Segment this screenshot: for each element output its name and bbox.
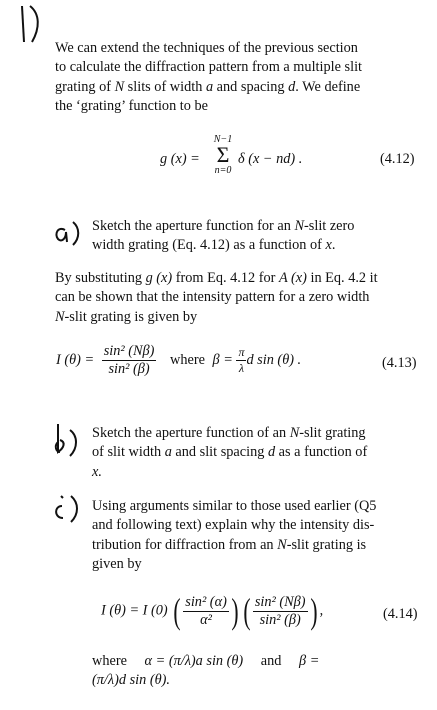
intro-line-3: grating of N slits of width a and spacing d. We define [55,78,361,95]
handwritten-page-number [14,2,42,53]
handwritten-mark-c [50,492,82,531]
handwritten-mark-b [50,420,82,465]
intro-line-1: We can extend the techniques of the previous section [55,40,358,56]
eq-4-13: I (θ) = $\frac{\text{sin² (Nβ)}}{\text{sin² (β)}}$ where β = $\frac{\pi}{\lambda}$ d sin (θ) . [56,343,302,377]
eq-4-13-number: (4.13) [382,355,417,371]
question-c: Using arguments similar to those used earlier (Q5 and following text) explain why the intensity dis- tribution for diffraction from an N-slit grating is given by [92,498,377,573]
intro-line-2: to calculate the diffraction pattern from a multiple slit [55,59,363,76]
eq-4-12-sum: N−1 Σ n=0 [213,134,233,176]
definitions: where α = (π/λ)a sin (θ) and β = (π/λ)d sin (θ). [92,653,320,689]
eq-4-12-number: (4.12) [380,151,415,167]
eq-4-14-number: (4.14) [383,606,418,622]
handwritten-mark-a [52,218,84,253]
question-a: Sketch the aperture function for an N-slit zero width grating (Eq. 4.12) as a function of x. [92,218,355,254]
eq-4-14: I (θ) = I (0) ( $\frac{\text{sin² (α)}}{\text{α²}}$ ) ( $\frac{\text{sin² (Nβ)}}{\text{sin² (β)}}$ ) , [101,591,324,631]
intro-paragraph [55,39,425,117]
substitution-paragraph: By substituting g (x) from Eq. 4.12 for A (x) in Eq. 4.2 it can be shown that the intensity pattern for a zero width N-slit grating is given by [55,270,378,325]
question-b: Sketch the aperture function of an N-slit grating of slit width a and slit spacing d as a function of x. [92,425,368,480]
eq-4-12-lhs: g (x) = [160,151,200,167]
intro-line-4: the ‘grating’ function to be [55,98,208,115]
eq-4-12-rhs: δ (x − nd) . [238,151,303,167]
